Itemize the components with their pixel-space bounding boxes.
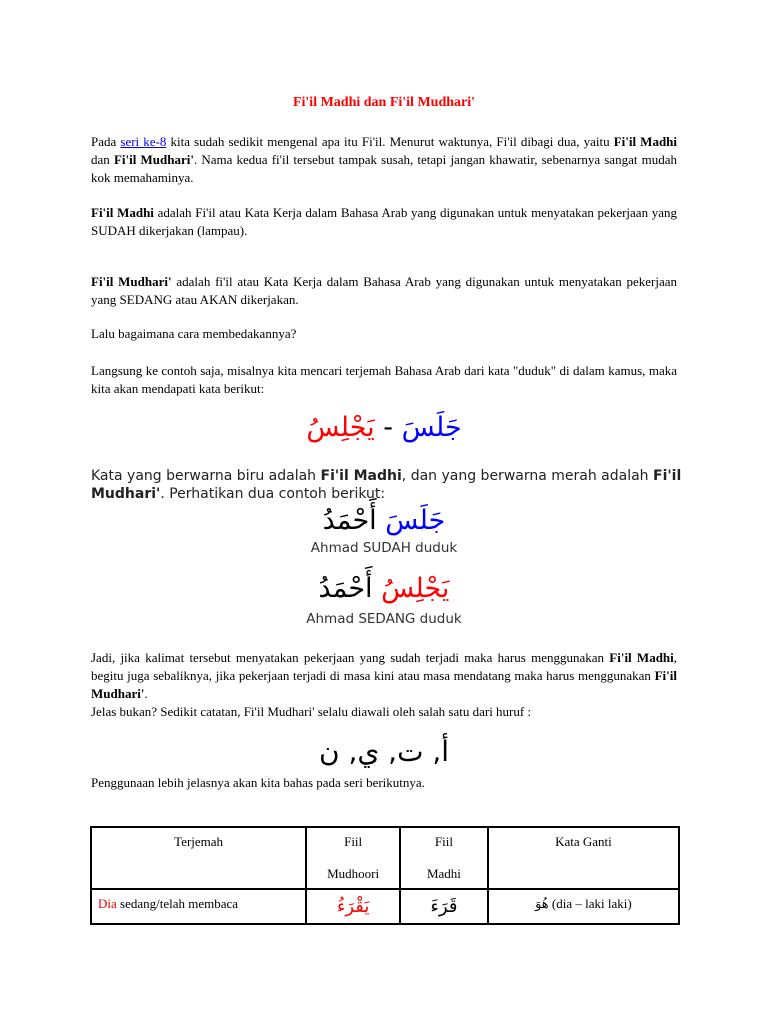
madhi-verb: جَلَسَ [401, 412, 462, 443]
page-title: Fi'il Madhi dan Fi'il Mudhari' [292, 95, 476, 110]
header-fiil-mudhoori: Fiil Mudhoori [306, 827, 400, 889]
mudhari-verb: يَجْلِسُ [306, 412, 375, 443]
cell-kata-ganti: هُوَ (dia – laki laki) [488, 889, 679, 924]
header-kata-ganti: Kata Ganti [488, 827, 679, 889]
header-fiil-madhi: Fiil Madhi [400, 827, 488, 889]
example-intro: Langsung ke contoh saja, misalnya kita mencari terjemah Bahasa Arab dari kata "duduk" di dalam kamus, maka kita akan mendapati kata berikut: [91, 363, 677, 396]
color-note: Kata yang berwarna biru adalah Fi'il Madhi, dan yang berwarna merah adalah Fi'il Mudhari'. Perhatikan dua contoh berikut: [91, 468, 682, 502]
conclusion-paragraph: Jadi, jika kalimat tersebut menyatakan pekerjaan yang sudah terjadi maka harus menggunakan Fi'il Madhi, begitu juga sebaliknya, jika pekerjaan terjadi di masa kini atau masa mendatang maka harus menggunakan Fi'il Mudhari'. [91, 650, 678, 701]
table-row [91, 889, 679, 924]
question-text: Lalu bagaimana cara membedakannya? [91, 326, 297, 341]
table-header-row [91, 827, 679, 889]
example-2-arabic: يَجْلِسُ أَحْمَدُ [318, 573, 450, 604]
letters-note: Jelas bukan? Sedikit catatan, Fi'il Mudhari' selalu diawali oleh salah satu dari huruf : [91, 704, 532, 719]
arabic-verb-pair: جَلَسَ - يَجْلِسُ [306, 412, 462, 443]
madhi-definition: Fi'il Madhi adalah Fi'il atau Kata Kerja dalam Bahasa Arab yang digunakan untuk menyatakan pekerjaan yang SUDAH dikerjakan (lampau). [91, 205, 678, 238]
example-1-arabic: جَلَسَ أَحْمَدُ [322, 505, 446, 536]
conjugation-table [90, 826, 680, 925]
example-1-caption: Ahmad SUDAH duduk [310, 540, 458, 556]
header-terjemah: Terjemah [91, 827, 306, 889]
intro-paragraph: Pada seri ke-8 kita sudah sedikit mengenal apa itu Fi'il. Menurut waktunya, Fi'il dibagi dua, yaitu Fi'il Madhi dan Fi'il Mudhari'. Nama kedua fi'il tersebut tampak susah, tetapi jangan khawatir, sebenarnya sangat mudah kok memahaminya. [91, 134, 678, 185]
usage-note: Penggunaan lebih jelasnya akan kita bahas pada seri berikutnya. [91, 775, 425, 790]
mudhari-prefix-letters: أ, ت, ي, ن [318, 735, 450, 768]
mudhari-definition: Fi'il Mudhari' adalah fi'il atau Kata Kerja dalam Bahasa Arab yang digunakan untuk menyatakan pekerjaan yang SEDANG atau AKAN dikerjakan. [91, 274, 678, 307]
cell-mudhoori: يَقْرَءُ [306, 889, 400, 924]
seri-ke-8-link[interactable]: seri ke-8 [120, 134, 167, 149]
cell-terjemah: Dia sedang/telah membaca [91, 889, 306, 924]
cell-madhi: قَرَءَ [400, 889, 488, 924]
example-2-caption: Ahmad SEDANG duduk [306, 611, 462, 627]
